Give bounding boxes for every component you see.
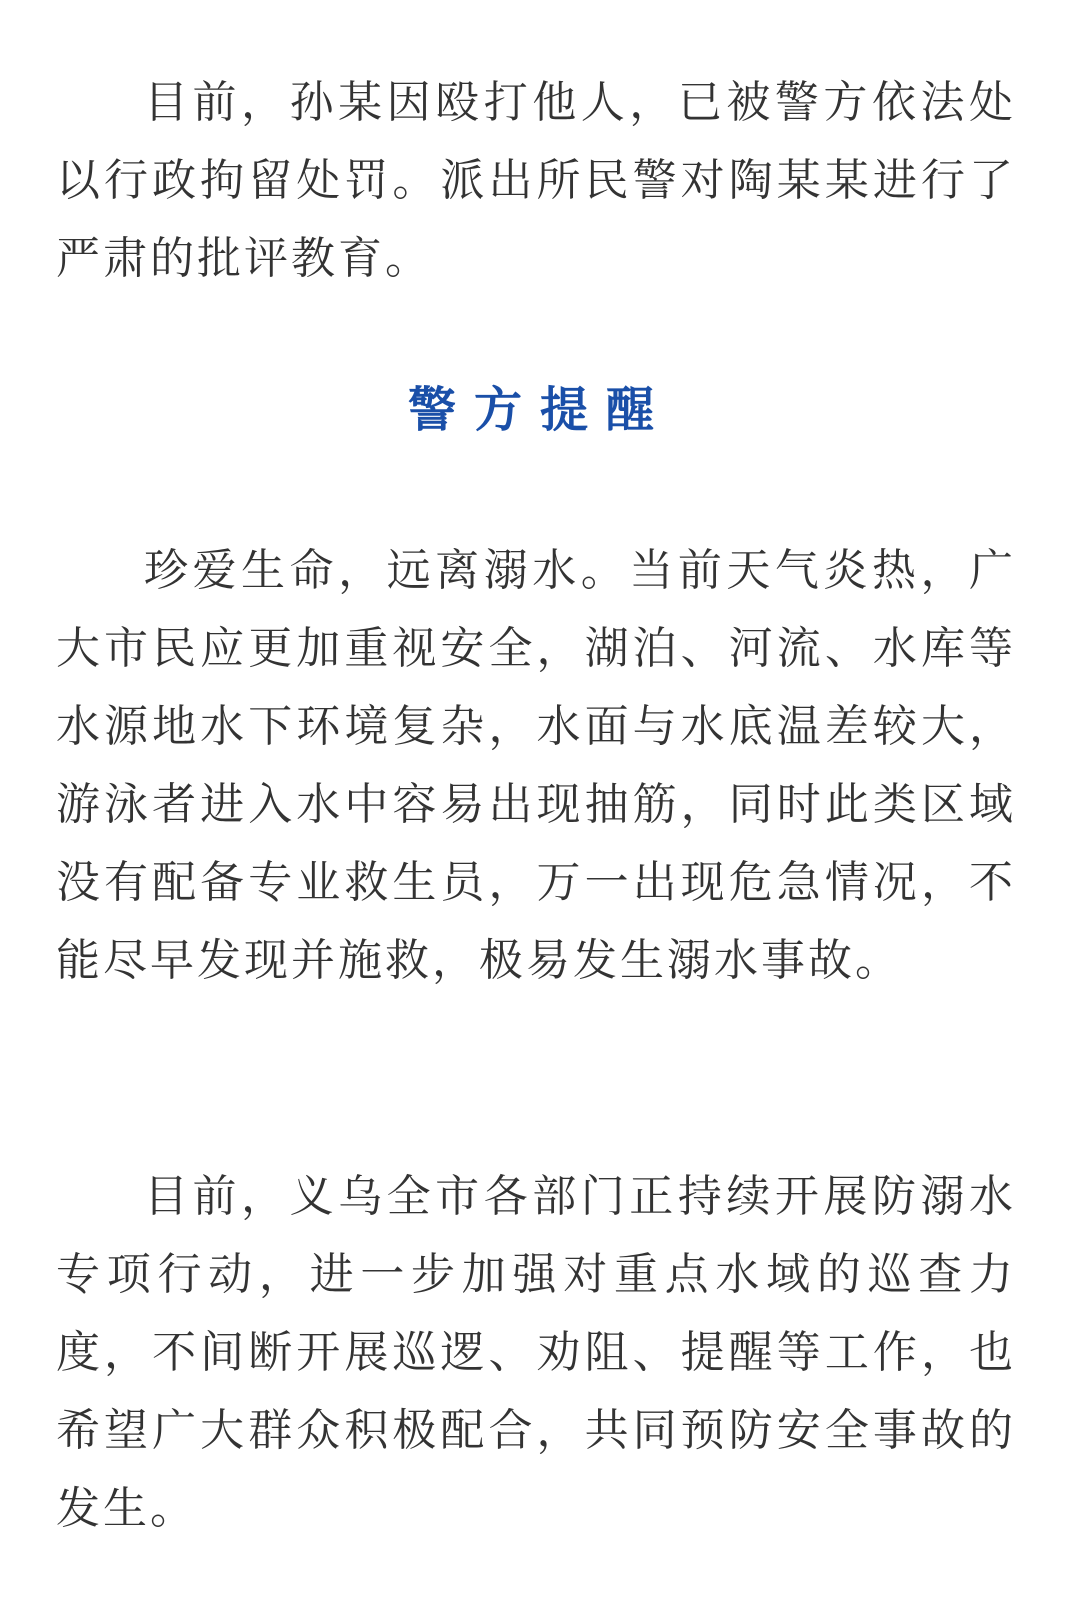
paragraph-prevention-campaign: 目前，义乌全市各部门正持续开展防溺水专项行动，进一步加强对重点水域的巡查力度，不间断开展巡逻、劝阻、提醒等工作，也希望广大群众积极配合，共同预防安全事故的发生。: [56, 1171, 1016, 1534]
paragraph-detention-notice: 目前，孙某因殴打他人，已被警方依法处以行政拘留处罚。派出所民警对陶某某进行了严肃的批评教育。: [56, 77, 1016, 284]
section-heading-police-reminder: 警方提醒: [407, 382, 672, 438]
paragraph-drowning-warning: 珍爱生命，远离溺水。当前天气炎热，广大市民应更加重视安全，湖泊、河流、水库等水源地水下环境复杂，水面与水底温差较大，游泳者进入水中容易出现抽筋，同时此类区域没有配备专业救生员，万一出现危急情况，不能尽早发现并施救，极易发生溺水事故。: [56, 545, 1016, 986]
